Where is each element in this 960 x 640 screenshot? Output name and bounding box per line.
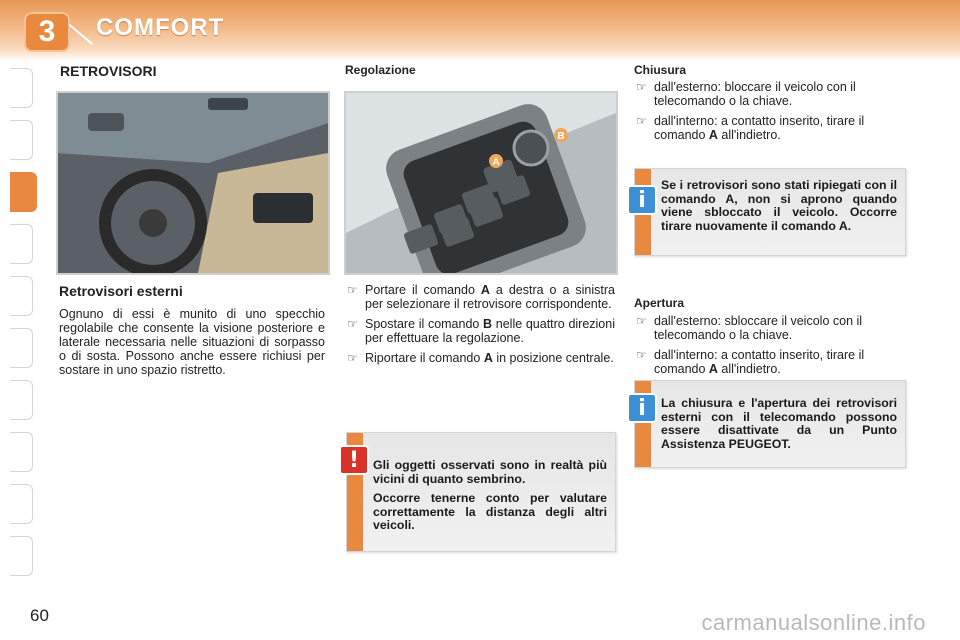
car-interior-illustration [58,93,328,273]
pointing-hand-icon: ☞ [636,114,647,128]
header-divider [69,24,93,45]
list-item: ☞ dall'esterno: bloccare il veicolo con il telecomando o la chiave. [636,80,856,108]
pointing-hand-icon: ☞ [347,317,358,331]
mirror-control-photo [344,91,618,275]
chapter-number-badge: 3 [24,12,70,52]
car-interior-photo [56,91,330,275]
info-box-remote [634,380,906,468]
warning-line: Occorre tenerne conto per valutare correttamente la distanza degli altri veicoli. [373,491,607,532]
description-paragraph: Ognuno di essi è munito di uno specchio regolabile che consente la visione posteriore e laterale necessaria nelle situazioni di sorpasso o di sosta. Possono anche essere richiusi per sostare in uno spazio ristretto. [59,307,325,377]
watermark: carmanualsonline.info [701,610,926,635]
chapter-tab[interactable] [10,432,33,472]
apertura-steps [634,314,906,382]
list-item: ☞ dall'interno: a contatto inserito, tirare il comando A all'indietro. [636,114,865,142]
warning-box [346,432,616,552]
chapter-tab[interactable] [10,276,33,316]
subheading-regolazione: Regolazione [345,63,416,77]
warning-line: Gli oggetti osservati sono in realtà più vicini di quanto sembrino. [373,458,607,486]
pointing-hand-icon: ☞ [636,314,647,328]
info-box-folding [634,168,906,256]
pointing-hand-icon: ☞ [636,80,647,94]
callout-a-label: A [492,157,500,168]
info-icon: i [627,185,657,215]
chapter-title: COMFORT [96,14,225,41]
chapter-tab-active[interactable] [10,172,37,212]
list-item: ☞ Riportare il comando A in posizione centrale. [347,351,614,365]
chapter-tab[interactable] [10,224,33,264]
subheading-apertura: Apertura [634,296,685,310]
page-number: 60 [30,606,49,625]
chiusura-steps [634,80,906,148]
list-item: ☞ dall'esterno: sbloccare il veicolo con il telecomando o la chiave. [636,314,863,342]
chapter-tab[interactable] [10,120,33,160]
pointing-hand-icon: ☞ [347,283,358,297]
subheading-chiusura: Chiusura [634,63,687,77]
chapter-tab[interactable] [10,484,33,524]
callout-b-label: B [557,131,565,142]
list-item: ☞ Spostare il comando B nelle quattro direzioni per effettuare la regolazione. [347,317,615,345]
regolazione-steps [345,283,615,371]
chapter-tab[interactable] [10,328,33,368]
mirror-control-illustration [346,93,616,273]
chapter-tab[interactable] [10,380,33,420]
chapter-tab[interactable] [10,68,33,108]
section-title: RETROVISORI [60,63,157,79]
list-item: ☞ dall'interno: a contatto inserito, tirare il comando A all'indietro. [636,348,865,376]
subheading-retrovisori-esterni: Retrovisori esterni [59,283,183,299]
exclamation-icon: ! [339,445,369,475]
list-item: ☞ Portare il comando A a destra o a sinistra per selezionare il retrovisore corrispondente. [347,283,616,311]
chapter-tab[interactable] [10,536,33,576]
page-header [0,0,960,62]
info-icon: i [627,393,657,423]
info-text-folding: Se i retrovisori sono stati ripiegati con il comando A, non si aprono quando viene sbloccato il veicolo. Occorre tirare nuovamente il comando A. [661,178,897,233]
pointing-hand-icon: ☞ [347,351,358,365]
warning-text [373,459,607,539]
info-text-remote: La chiusura e l'apertura dei retrovisori esterni con il telecomando possono essere disattivate da un Punto Assistenza PEUGEOT. [661,396,897,451]
pointing-hand-icon: ☞ [636,348,647,362]
chapter-tab-rail [0,68,32,576]
